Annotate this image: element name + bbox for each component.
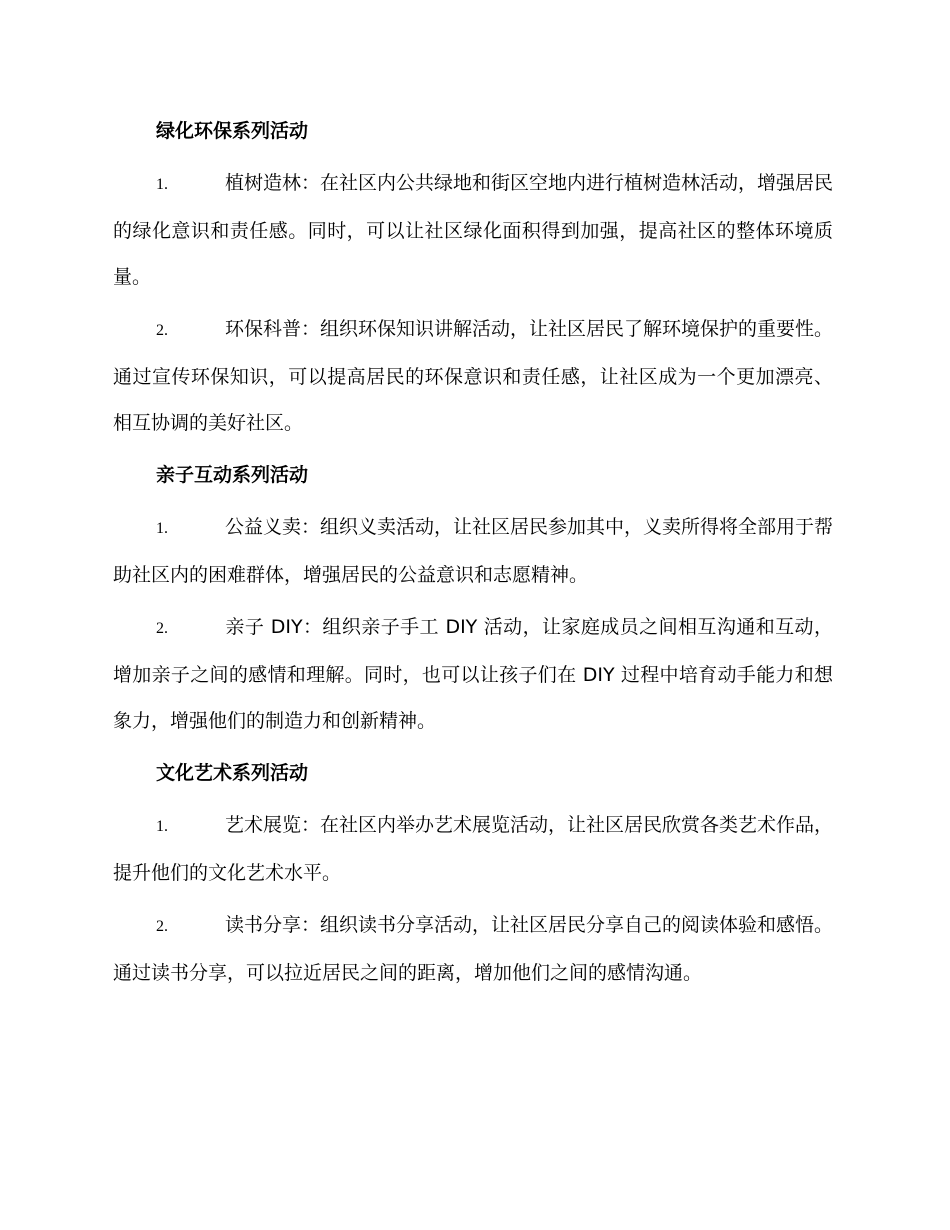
list-item <box>113 306 833 446</box>
list-item-text: 公益义卖：组织义卖活动，让社区居民参加其中，义卖所得将全部用于帮助社区内的困难群体，增强居民的公益意识和志愿精神。 <box>113 516 834 586</box>
list-item-number: 1. <box>156 818 168 835</box>
list-item-number: 2. <box>156 322 168 339</box>
section-heading-culture-art: 文化艺术系列活动 <box>156 762 309 784</box>
list-item-number: 2. <box>156 918 168 935</box>
list-item-number: 2. <box>156 620 168 637</box>
list-item-number: 1. <box>156 176 168 193</box>
list-item-text: 艺术展览：在社区内举办艺术展览活动，让社区居民欣赏各类艺术作品，提升他们的文化艺术水平。 <box>113 814 834 884</box>
list-item-text: 读书分享：组织读书分享活动，让社区居民分享自己的阅读体验和感悟。通过读书分享，可以拉近居民之间的距离，增加他们之间的感情沟通。 <box>113 914 834 984</box>
list-item <box>113 160 833 300</box>
section-heading-greening: 绿化环保系列活动 <box>156 120 309 142</box>
list-item-text: 环保科普：组织环保知识讲解活动，让社区居民了解环境保护的重要性。通过宣传环保知识，可以提高居民的环保意识和责任感，让社区成为一个更加漂亮、相互协调的美好社区。 <box>113 318 834 434</box>
list-item <box>113 902 833 996</box>
list-item-number: 1. <box>156 520 168 537</box>
list-item <box>113 604 833 744</box>
list-item <box>113 802 833 896</box>
list-item-text: 植树造林：在社区内公共绿地和街区空地内进行植树造林活动，增强居民的绿化意识和责任感。同时，可以让社区绿化面积得到加强，提高社区的整体环境质量。 <box>113 172 834 288</box>
section-heading-parent-child: 亲子互动系列活动 <box>156 464 309 486</box>
document-body <box>113 108 833 1002</box>
list-item <box>113 504 833 598</box>
list-item-text: 亲子 DIY：组织亲子手工 DIY 活动，让家庭成员之间相互沟通和互动，增加亲子之间的感情和理解。同时，也可以让孩子们在 DIY 过程中培育动手能力和想象力，增强他们的制造力和创新精神。 <box>113 616 833 732</box>
